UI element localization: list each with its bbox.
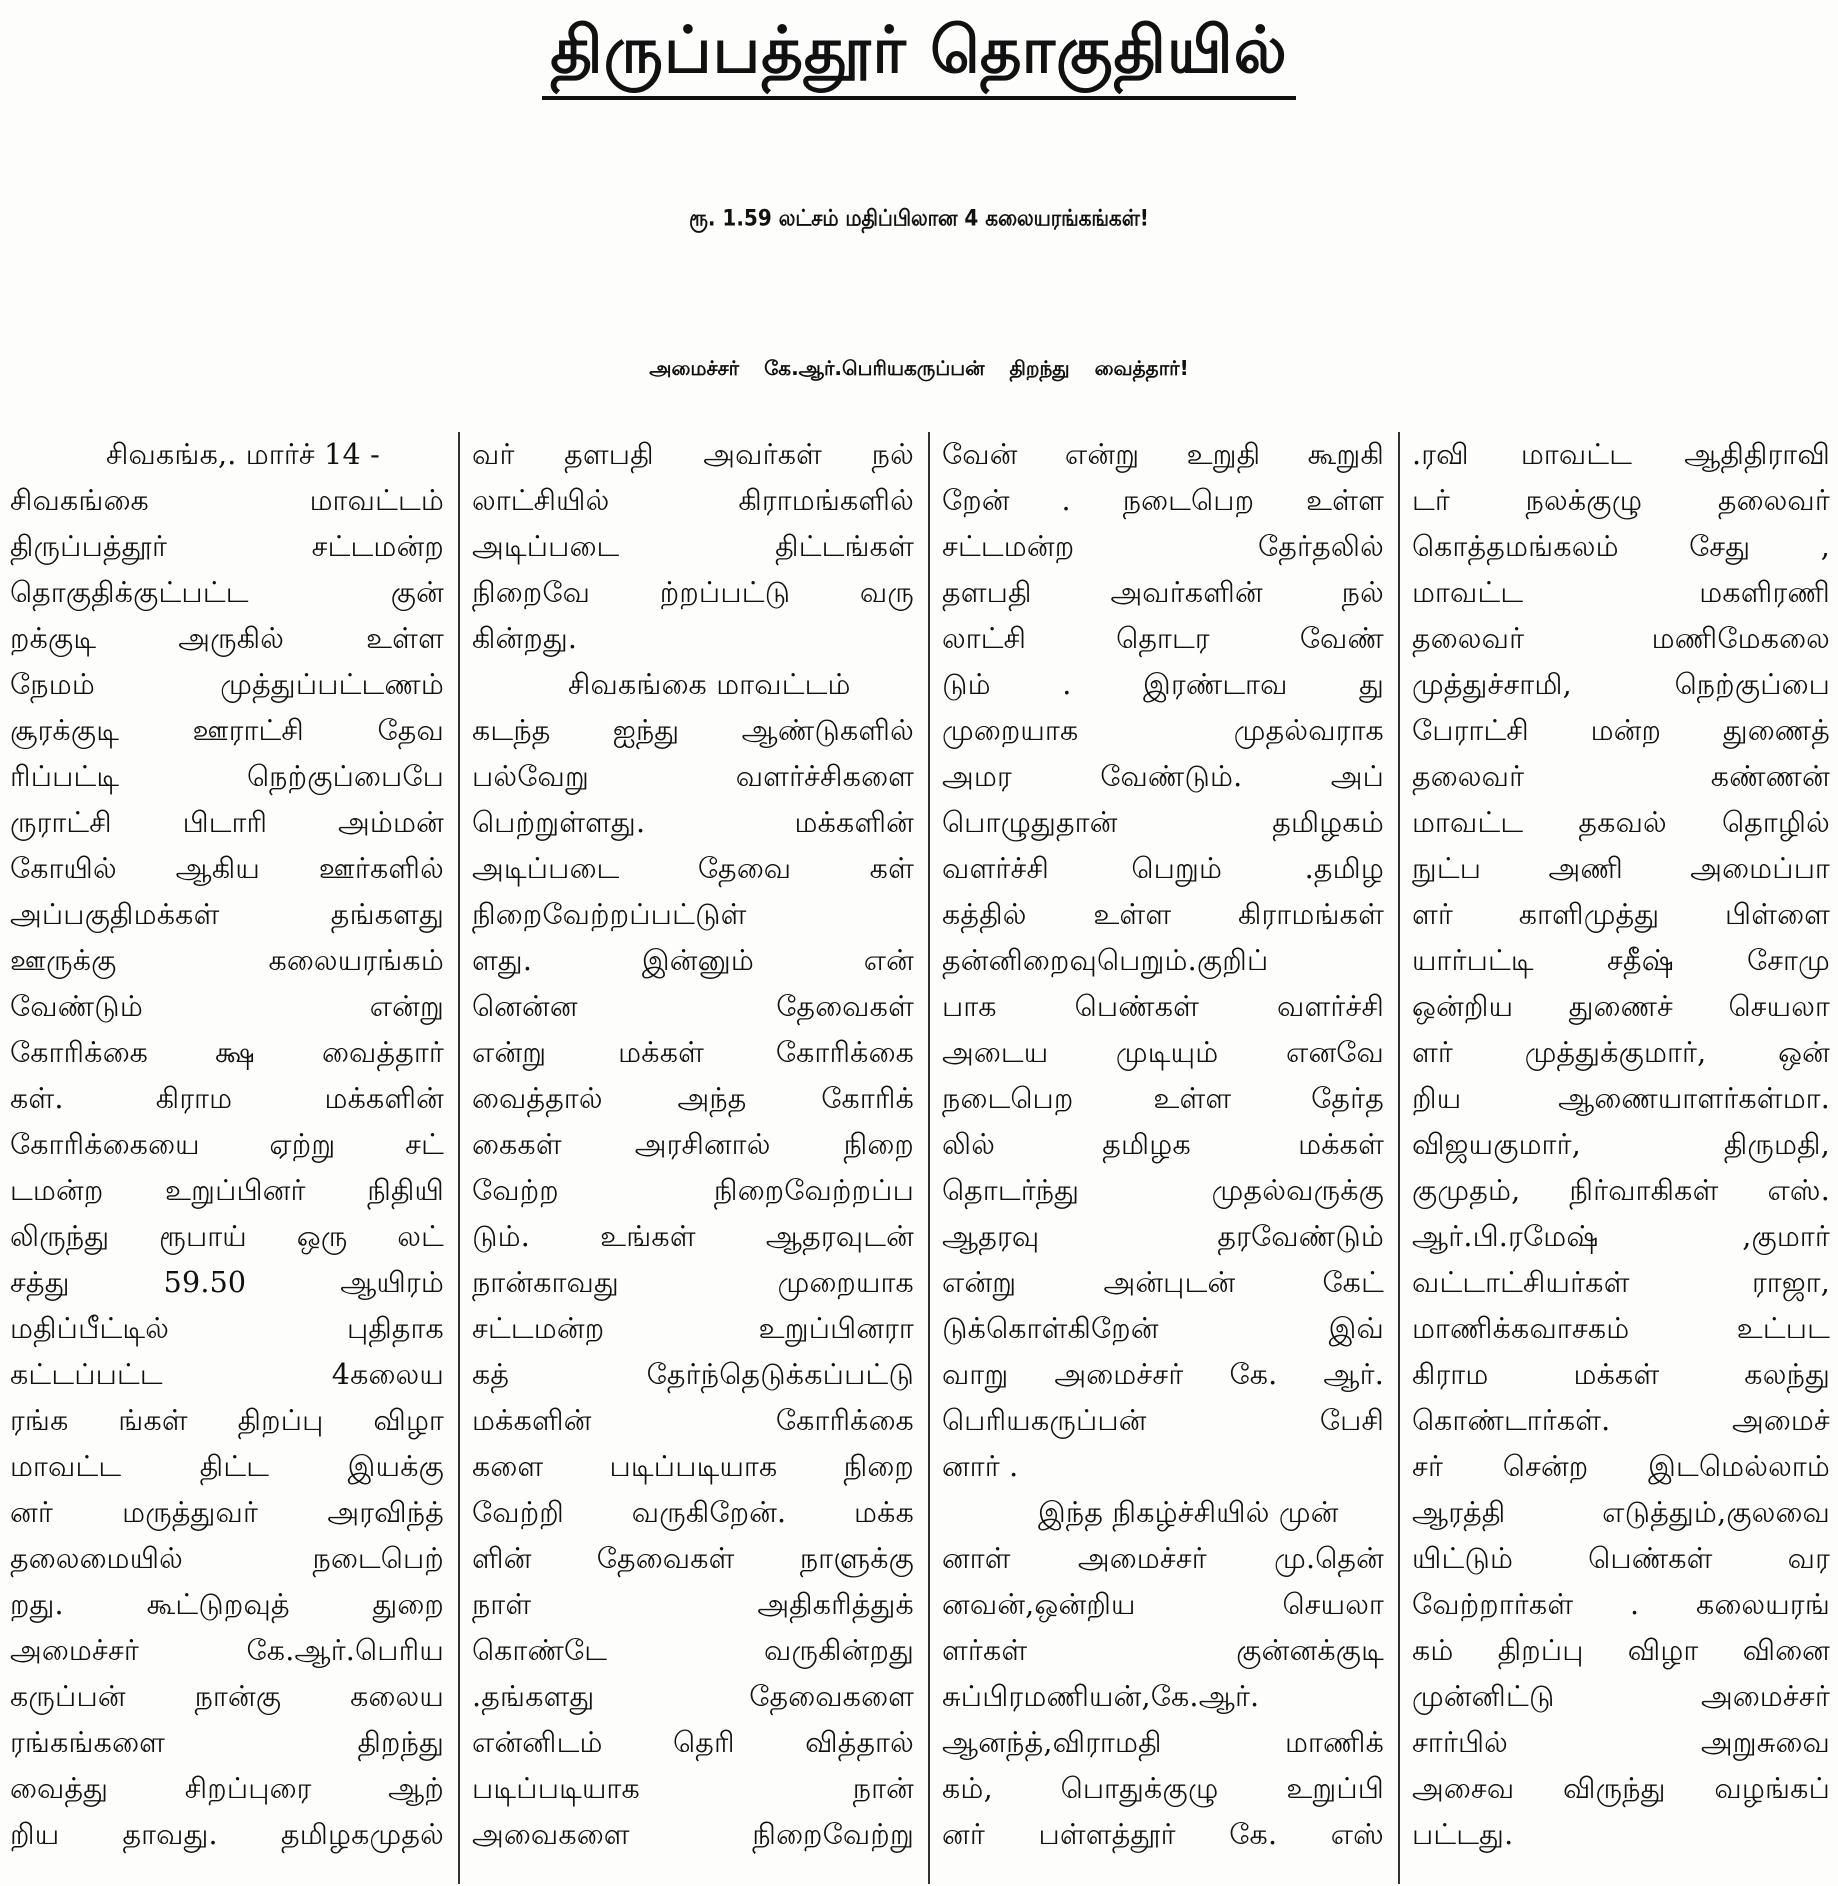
text-line: வாறு அமைச்சர் கே. ஆர். xyxy=(942,1358,1384,1391)
text-line: பேராட்சி மன்ற துணைத் xyxy=(1412,714,1830,747)
text-line: சார்பில் அறுசுவை xyxy=(1412,1726,1830,1759)
text-line: ஒன்றிய துணைச் செயலா xyxy=(1412,990,1830,1023)
subheadline: அமைச்சர் கே.ஆர்.பெரியகருப்பன் திறந்து வைத்தார்! xyxy=(649,356,1189,380)
text-line: ரிப்பட்டி நெற்குப்பைபே xyxy=(10,760,444,793)
text-line: ஊருக்கு கலையரங்கம் xyxy=(10,944,444,977)
text-line: நேமம் முத்துப்பட்டணம் xyxy=(10,668,444,701)
text-line: வேற்றி வருகிறேன். மக்க xyxy=(472,1496,914,1529)
text-line: ளின் தேவைகள் நாளுக்கு xyxy=(472,1542,914,1575)
text-line: தலைமையில் நடைபெற் xyxy=(10,1542,444,1575)
text-line: வேற்றார்கள் . கலையரங் xyxy=(1412,1588,1830,1621)
text-line: ளர்கள் குன்னக்குடி xyxy=(942,1634,1384,1667)
text-line: நுட்ப அணி அமைப்பா xyxy=(1412,852,1830,885)
text-line: நிறைவே ற்றப்பட்டு வரு xyxy=(472,576,914,609)
text-column-4 xyxy=(1398,432,1838,1884)
text-line: வேன் என்று உறுதி கூறுகி xyxy=(942,438,1384,471)
text-line: கொண்டார்கள். அமைச் xyxy=(1412,1404,1830,1437)
text-line: நாள் அதிகரித்துக் xyxy=(472,1588,914,1621)
text-line: கின்றது. xyxy=(472,622,578,655)
text-line: வேற்ற நிறைவேற்றப்ப xyxy=(472,1174,914,1207)
text-line: மாவட்ட திட்ட இயக்கு xyxy=(10,1450,444,1483)
text-line: நான்காவது முறையாக xyxy=(472,1266,914,1299)
text-line: அடிப்படை திட்டங்கள் xyxy=(472,530,914,563)
text-line: நடைபெற உள்ள தேர்த xyxy=(942,1082,1384,1115)
text-line: லாட்சியில் கிராமங்களில் xyxy=(472,484,914,517)
text-line: கம் திறப்பு விழா வினை xyxy=(1412,1634,1830,1667)
text-line: கம், பொதுக்குழு உறுப்பி xyxy=(942,1772,1384,1805)
text-line: ரங்க ங்கள் திறப்பு விழா xyxy=(10,1404,444,1437)
text-line: கடந்த ஐந்து ஆண்டுகளில் xyxy=(472,714,914,747)
text-line: முறையாக முதல்வராக xyxy=(942,714,1384,747)
text-line: என்று அன்புடன் கேட் xyxy=(942,1266,1384,1299)
text-line: னர் பள்ளத்தூர் கே. எஸ் xyxy=(942,1818,1384,1851)
text-line: லில் தமிழக மக்கள் xyxy=(942,1128,1384,1161)
text-line: வேண்டும் என்று xyxy=(10,990,444,1023)
text-line: யார்பட்டி சதீஷ் சோமு xyxy=(1412,944,1830,977)
text-line: அவைகளை நிறைவேற்று xyxy=(472,1818,914,1851)
text-line: மதிப்பீட்டில் புதிதாக xyxy=(10,1312,444,1345)
text-line: அசைவ விருந்து வழங்கப் xyxy=(1412,1772,1830,1805)
text-line: ரங்கங்களை திறந்து xyxy=(10,1726,444,1759)
text-line: னாள் அமைச்சர் மு.தென் xyxy=(942,1542,1384,1575)
text-line: .தங்களது தேவைகளை xyxy=(472,1680,914,1713)
text-line: னர் மருத்துவர் அரவிந்த் xyxy=(10,1496,444,1529)
text-line: பெரியகருப்பன் பேசி xyxy=(942,1404,1384,1437)
text-line: அப்பகுதிமக்கள் தங்களது xyxy=(10,898,444,931)
text-line: வைத்து சிறப்புரை ஆற் xyxy=(10,1772,444,1805)
text-line: அமைச்சர் கே.ஆர்.பெரிய xyxy=(10,1634,444,1667)
text-line: டமன்ற உறுப்பினர் நிதியி xyxy=(10,1174,444,1207)
text-line: தொடர்ந்து முதல்வருக்கு xyxy=(942,1174,1384,1207)
article-body xyxy=(8,432,1838,1884)
text-line: குமுதம், நிர்வாகிகள் எஸ். xyxy=(1412,1174,1830,1207)
text-line: வைத்தால் அந்த கோரிக் xyxy=(472,1082,914,1115)
text-line: அமர வேண்டும். அப் xyxy=(942,760,1384,793)
text-line: முத்துச்சாமி, நெற்குப்பை xyxy=(1412,668,1830,701)
text-line: களை படிப்படியாக நிறை xyxy=(472,1450,914,1483)
text-line: றிய ஆணையாளர்கள்மா. xyxy=(1412,1082,1830,1115)
text-line: அடைய முடியும் எனவே xyxy=(942,1036,1384,1069)
text-line: வர் தளபதி அவர்கள் நல் xyxy=(472,438,914,471)
text-line: மக்களின் கோரிக்கை xyxy=(472,1404,914,1437)
text-line: .ரவி மாவட்ட ஆதிதிராவி xyxy=(1412,438,1830,471)
text-line: வட்டாட்சியர்கள் ராஜா, xyxy=(1412,1266,1830,1299)
text-line: பொழுதுதான் தமிழகம் xyxy=(942,806,1384,839)
text-line: ளது. இன்னும் என் xyxy=(472,944,914,977)
text-line: கத் தேர்ந்தெடுக்கப்பட்டு xyxy=(472,1358,914,1391)
text-line: கோரிக்கை க்ஷ வைத்தார் xyxy=(10,1036,444,1069)
text-line: கொண்டே வருகின்றது xyxy=(472,1634,914,1667)
kicker-text: திருப்பத்தூர் தொகுதியில் xyxy=(542,6,1296,100)
text-line: டுக்கொள்கிறேன் இவ் xyxy=(942,1312,1384,1345)
text-line: மாவட்ட மகளிரணி xyxy=(1412,576,1830,609)
text-line: சூரக்குடி ஊராட்சி தேவ xyxy=(10,714,444,747)
text-line: என்னிடம் தெரி வித்தால் xyxy=(472,1726,914,1759)
text-line: கொத்தமங்கலம் சேது , xyxy=(1412,530,1830,563)
text-line: சட்டமன்ற தேர்தலில் xyxy=(942,530,1384,563)
text-line: சிவகங்கை மாவட்டம் xyxy=(10,484,444,517)
text-column-3 xyxy=(928,432,1398,1884)
text-line: வளர்ச்சி பெறும் .தமிழ xyxy=(942,852,1384,885)
text-line: விஜயகுமார், திருமதி, xyxy=(1412,1128,1830,1161)
text-line: தலைவர் கண்ணன் xyxy=(1412,760,1830,793)
text-line: சர் சென்ற இடமெல்லாம் xyxy=(1412,1450,1830,1483)
headline: ரூ. 1.59 லட்சம் மதிப்பிலான 4 கலையரங்கங்கள்! xyxy=(689,204,1149,232)
text-line: னவன்,ஒன்றிய செயலா xyxy=(942,1588,1384,1621)
text-line: றேன் . நடைபெற உள்ள xyxy=(942,484,1384,517)
text-line: சிவகங்கை மாவட்டம் xyxy=(568,668,851,701)
kicker-heading xyxy=(0,6,1838,100)
text-line: தளபதி அவர்களின் நல் xyxy=(942,576,1384,609)
text-line: னார் . xyxy=(942,1450,1019,1483)
text-line: கோயில் ஆகிய ஊர்களில் xyxy=(10,852,444,885)
text-line: தலைவர் மணிமேகலை xyxy=(1412,622,1830,655)
text-line: றிய தாவது. தமிழகமுதல் xyxy=(10,1818,444,1851)
text-line: பாக பெண்கள் வளர்ச்சி xyxy=(942,990,1384,1023)
text-line: பல்வேறு வளர்ச்சிகளை xyxy=(472,760,914,793)
text-line: யிட்டும் பெண்கள் வர xyxy=(1412,1542,1830,1575)
text-line: ளர் முத்துக்குமார், ஒன் xyxy=(1412,1036,1830,1069)
text-line: தொகுதிக்குட்பட்ட குன் xyxy=(10,576,444,609)
text-line: கருப்பன் நான்கு கலைய xyxy=(10,1680,444,1713)
text-line: தன்னிறைவுபெறும்.குறிப் xyxy=(942,944,1269,977)
text-line: கட்டப்பட்ட 4கலைய xyxy=(10,1358,444,1391)
text-column-2 xyxy=(458,432,928,1884)
text-line: லாட்சி தொடர வேண் xyxy=(942,622,1384,655)
text-line: டும் . இரண்டாவ து xyxy=(942,668,1384,701)
text-line: ஆதரவு தரவேண்டும் xyxy=(942,1220,1384,1253)
text-line: ஆரத்தி எடுத்தும்,குலவை xyxy=(1412,1496,1830,1529)
text-line: இந்த நிகழ்ச்சியில் முன் xyxy=(1038,1496,1339,1529)
text-line: லிருந்து ரூபாய் ஒரு லட் xyxy=(10,1220,444,1253)
text-line: ஆர்.பி.ரமேஷ் ,குமார் xyxy=(1412,1220,1830,1253)
text-line: கைகள் அரசினால் நிறை xyxy=(472,1128,914,1161)
text-line: ருராட்சி பிடாரி அம்மன் xyxy=(10,806,444,839)
text-line: டும். உங்கள் ஆதரவுடன் xyxy=(472,1220,914,1253)
text-line: ளர் காளிமுத்து பிள்ளை xyxy=(1412,898,1830,931)
text-line: சட்டமன்ற உறுப்பினரா xyxy=(472,1312,914,1345)
text-line: என்று மக்கள் கோரிக்கை xyxy=(472,1036,914,1069)
text-line: னென்ன தேவைகள் xyxy=(472,990,914,1023)
text-line: சுப்பிரமணியன்,கே.ஆர். xyxy=(942,1680,1260,1713)
text-line: அடிப்படை தேவை கள் xyxy=(472,852,914,885)
text-line: திருப்பத்தூர் சட்டமன்ற xyxy=(10,530,444,563)
text-line: கிராம மக்கள் கலந்து xyxy=(1412,1358,1830,1391)
text-line: பட்டது. xyxy=(1412,1818,1514,1851)
text-line: ஆனந்த்,விராமதி மாணிக் xyxy=(942,1726,1384,1759)
text-line: கத்தில் உள்ள கிராமங்கள் xyxy=(942,898,1384,931)
text-column-1 xyxy=(8,432,458,1884)
text-line: முன்னிட்டு அமைச்சர் xyxy=(1412,1680,1830,1713)
text-line: நிறைவேற்றப்பட்டுள் xyxy=(472,898,747,931)
text-line: சத்து 59.50 ஆயிரம் xyxy=(10,1266,444,1299)
text-line: மாவட்ட தகவல் தொழில் xyxy=(1412,806,1830,839)
text-line: படிப்படியாக நான் xyxy=(472,1772,914,1805)
text-line: கள். கிராம மக்களின் xyxy=(10,1082,444,1115)
text-line: மாணிக்கவாசகம் உட்பட xyxy=(1412,1312,1830,1345)
text-line: பெற்றுள்ளது. மக்களின் xyxy=(472,806,914,839)
text-line: கோரிக்கையை ஏற்று சட் xyxy=(10,1128,444,1161)
text-line: றக்குடி அருகில் உள்ள xyxy=(10,622,444,655)
text-line: டர் நலக்குழு தலைவர் xyxy=(1412,484,1830,517)
text-line: றது. கூட்டுறவுத் துறை xyxy=(10,1588,444,1621)
text-line: சிவகங்க,. மார்ச் 14 - xyxy=(106,438,380,471)
